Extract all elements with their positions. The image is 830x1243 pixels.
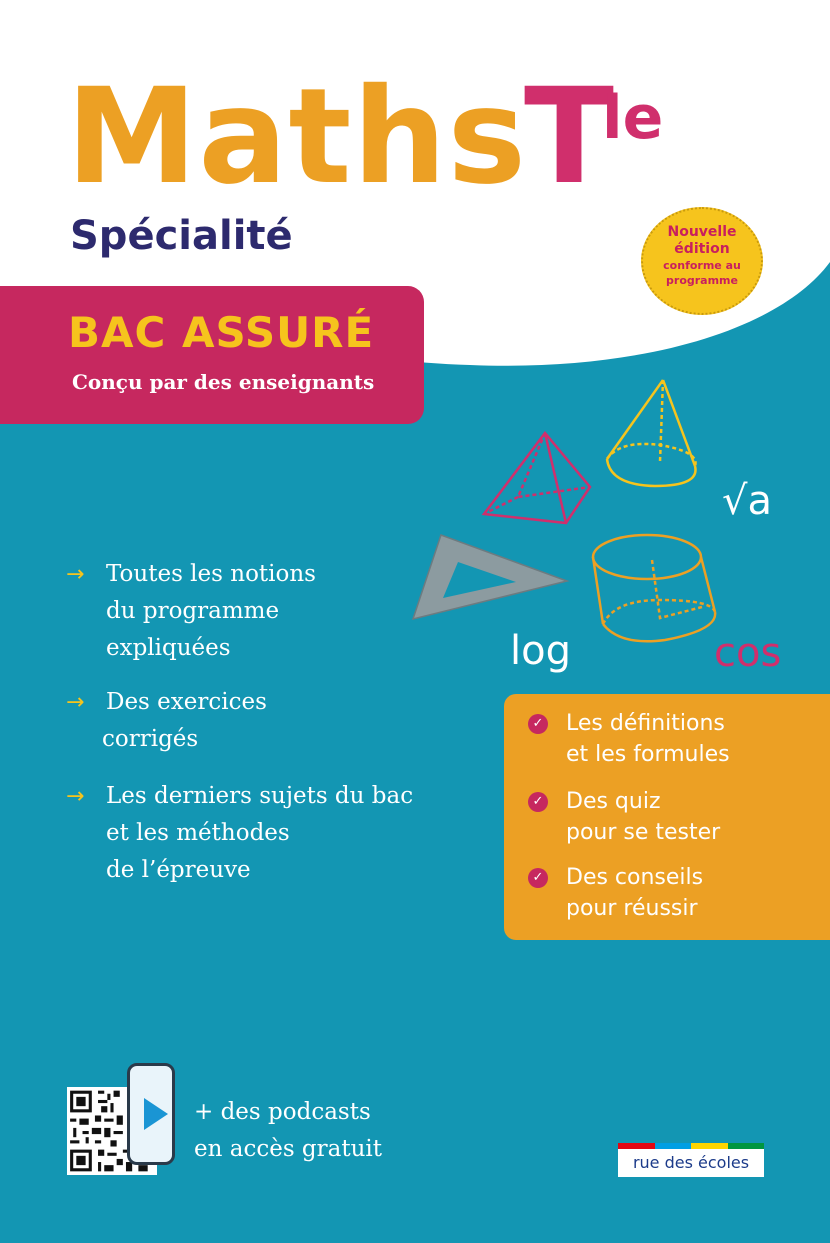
cone-icon: [607, 380, 696, 486]
banner-subtitle: Conçu par des enseignants: [72, 370, 375, 394]
feature-line: de l’épreuve: [106, 857, 251, 883]
feature-line: Toutes les notions: [106, 561, 316, 587]
cos-word: cos: [714, 630, 782, 676]
highlight-line: Les définitions: [566, 711, 725, 736]
publisher-stripe: [618, 1143, 655, 1149]
check-circle-icon: ✓: [528, 714, 548, 734]
feature-line: expliquées: [106, 635, 231, 661]
badge-line: édition: [674, 241, 730, 257]
check-circle-icon: ✓: [528, 868, 548, 888]
publisher-stripes: [618, 1143, 764, 1149]
badge-line: programme: [666, 274, 738, 287]
feature-line: Des exercices: [106, 689, 267, 715]
highlights-box: [504, 694, 830, 940]
title-maths: Maths: [66, 60, 528, 214]
podcast-line: en accès gratuit: [194, 1136, 383, 1162]
new-edition-badge: [641, 207, 763, 315]
banner-title: BAC ASSURÉ: [68, 308, 375, 357]
play-icon: [144, 1098, 168, 1130]
arrow-icon: →: [66, 690, 85, 715]
check-circle-icon: ✓: [528, 792, 548, 812]
set-square-icon: [413, 535, 567, 619]
highlight-line: pour se tester: [566, 820, 721, 845]
podcast-text: [194, 1094, 382, 1168]
publisher-stripe: [655, 1143, 692, 1149]
cylinder-icon: [593, 535, 715, 641]
feature-line: corrigés: [102, 726, 199, 752]
smartphone-icon: [127, 1063, 175, 1165]
highlight-line: pour réussir: [566, 896, 698, 921]
badge-line: conforme au: [663, 259, 741, 272]
feature-line: du programme: [106, 598, 280, 624]
highlight-line: Des quiz: [566, 789, 661, 814]
title-level: T: [524, 60, 615, 214]
title-level-suffix: le: [602, 83, 664, 153]
publisher-stripe: [691, 1143, 728, 1149]
badge-line: Nouvelle: [667, 224, 737, 240]
sqrt-symbol: √a: [722, 478, 772, 524]
podcast-line: + des podcasts: [194, 1099, 371, 1125]
publisher-name: rue des écoles: [632, 1153, 750, 1172]
publisher-logo: [618, 1143, 764, 1177]
feature-line: Les derniers sujets du bac: [106, 783, 414, 809]
pyramid-icon: [484, 433, 590, 523]
bac-assure-banner: [0, 286, 424, 424]
arrow-icon: →: [66, 784, 85, 809]
log-word: log: [510, 628, 571, 674]
subtitle: Spécialité: [70, 213, 293, 259]
highlight-line: et les formules: [566, 742, 730, 767]
highlight-line: Des conseils: [566, 865, 704, 890]
arrow-icon: →: [66, 562, 85, 587]
publisher-stripe: [728, 1143, 765, 1149]
feature-line: et les méthodes: [106, 820, 290, 846]
